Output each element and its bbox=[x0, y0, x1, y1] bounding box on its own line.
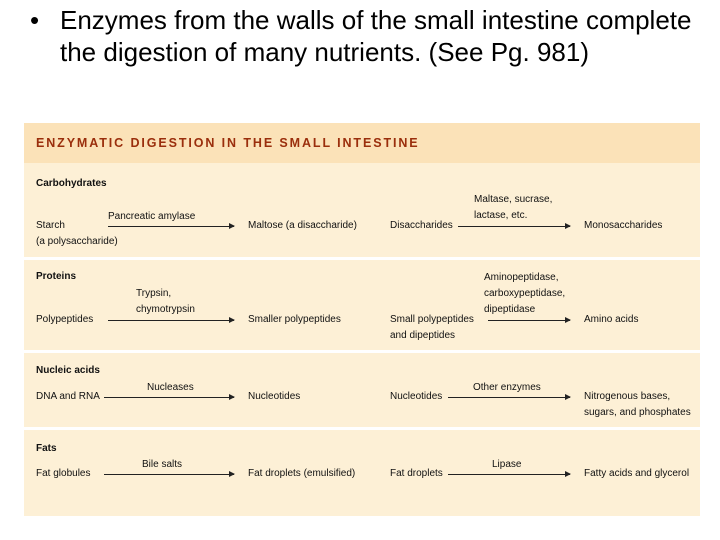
enzyme-label: Aminopeptidase, carboxypeptidase, dipeptidase bbox=[484, 272, 566, 315]
reaction-arrow bbox=[448, 397, 570, 398]
category-label: Nucleic acids bbox=[36, 365, 100, 376]
substrate: Fat globules bbox=[36, 468, 91, 479]
product: Fat droplets (emulsified) bbox=[248, 468, 356, 479]
reaction-arrow bbox=[448, 474, 570, 475]
enzyme-label: Bile salts bbox=[142, 459, 183, 470]
enzyme-label: Lipase bbox=[492, 459, 522, 470]
section-divider bbox=[24, 257, 700, 260]
product: Smaller polypeptides bbox=[248, 314, 341, 325]
section-divider bbox=[24, 427, 700, 430]
enzyme-table bbox=[24, 123, 700, 516]
reaction-arrow bbox=[108, 226, 234, 227]
substrate: Disaccharides bbox=[390, 220, 453, 231]
enzyme-label: Maltase, sucrase, lactase, etc. bbox=[474, 194, 553, 221]
enzyme-label: Other enzymes bbox=[473, 382, 541, 393]
product: Fatty acids and glycerol bbox=[584, 468, 690, 479]
section-divider bbox=[24, 350, 700, 353]
product: Nitrogenous bases, sugars, and phosphates bbox=[584, 391, 691, 418]
enzyme-label: Nucleases bbox=[147, 382, 194, 393]
substrate: Nucleotides bbox=[390, 391, 443, 402]
product: Maltose (a disaccharide) bbox=[248, 220, 357, 231]
product: Amino acids bbox=[584, 314, 639, 325]
substrate: Polypeptides bbox=[36, 314, 94, 325]
product: Monosaccharides bbox=[584, 220, 663, 231]
product: Nucleotides bbox=[248, 391, 301, 402]
reaction-arrow bbox=[458, 226, 570, 227]
enzyme-label: Pancreatic amylase bbox=[108, 211, 196, 222]
substrate: Small polypeptides and dipeptides bbox=[390, 314, 474, 341]
category-label: Fats bbox=[36, 443, 57, 454]
table-header bbox=[24, 123, 700, 163]
substrate: Starch (a polysaccharide) bbox=[36, 220, 118, 247]
category-label: Carbohydrates bbox=[36, 178, 107, 189]
substrate: DNA and RNA bbox=[36, 391, 100, 402]
reaction-arrow bbox=[104, 474, 234, 475]
table-title: ENZYMATIC DIGESTION IN THE SMALL INTESTINE bbox=[36, 136, 420, 150]
reaction-arrow bbox=[108, 320, 234, 321]
enzyme-label: Trypsin, chymotrypsin bbox=[136, 288, 195, 315]
substrate: Fat droplets bbox=[390, 468, 443, 479]
category-label: Proteins bbox=[36, 271, 77, 282]
reaction-arrow bbox=[488, 320, 570, 321]
bullet-marker: • bbox=[30, 5, 40, 35]
bullet-text: Enzymes from the walls of the small intestine complete the digestion of many nutrients. (See Pg. 981) bbox=[60, 5, 692, 67]
reaction-arrow bbox=[104, 397, 234, 398]
